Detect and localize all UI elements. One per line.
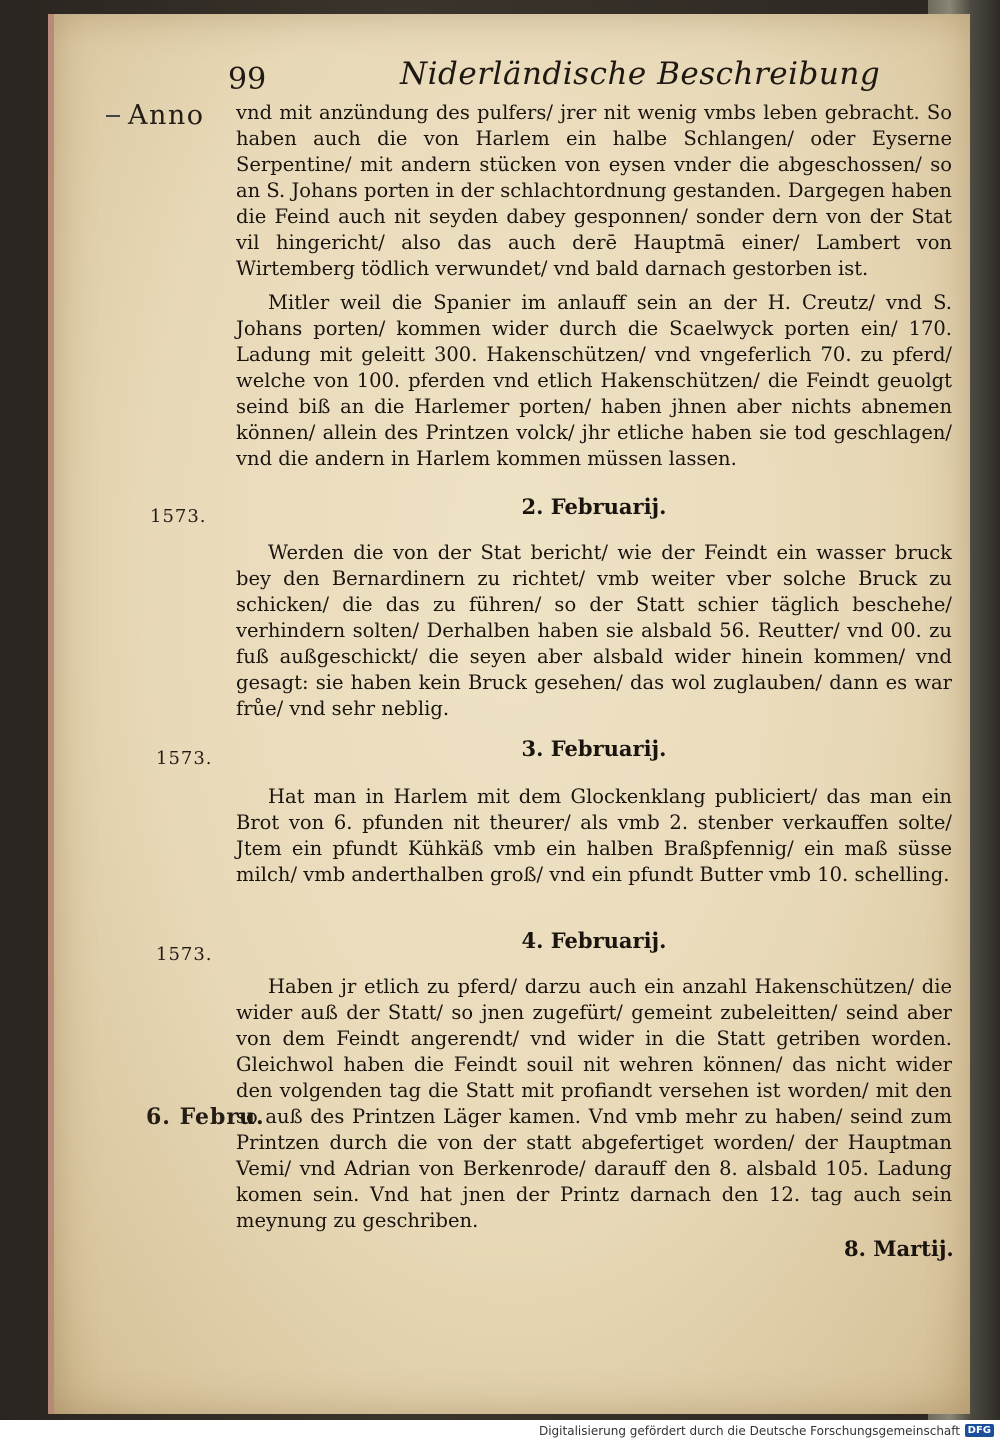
dfg-logo: DFG: [965, 1424, 994, 1437]
paragraph-5-text: Haben jr etlich zu pferd/ darzu auch ein anzahl Hakenschützen/ die wider auß der Statt/ so jnen zugefürt/ gemeint zubeleitten/ seind aber von dem Feindt angerendt/ vnd wider in die Statt getriben worden. Gleichwol haben die Feindt souil nit wehren können/ das nicht wider den volgenden tag die Statt mit profiandt versehen ist worden/ mit den so auß des Printzen Läger kamen. Vnd vmb mehr zu haben/ seind zum Printzen durch die von der statt abgefertiget worden/ der Hauptman Vemi/ vnd Adrian von Berkenrode/ darauff den 8. alsbald 105. Ladung komen sein. Vnd hat jnen der Printz darnach den 12. tag auch sein meynung zu geschriben.: [236, 975, 952, 1232]
paragraph-4: [236, 784, 952, 888]
margin-note-date: 6. Febru.: [146, 1104, 265, 1130]
paragraph-5: [236, 974, 952, 1234]
margin-note-year-2: 1573.: [156, 748, 213, 769]
footer-credit: Digitalisierung gefördert durch die Deutsche Forschungsgemeinschaft: [538, 1424, 960, 1438]
catchword: 8. Martij.: [844, 1236, 954, 1261]
margin-note-year-1: 1573.: [150, 506, 207, 527]
date-heading-3: 4. Februarij.: [521, 928, 667, 953]
paragraph-1: [236, 100, 952, 282]
running-head: Niderländische Beschreibung: [400, 56, 881, 92]
date-heading-2: 3. Februarij.: [521, 736, 667, 761]
paragraph-1-text: vnd mit anzündung des pulfers/ jrer nit wenig vmbs leben gebracht. So haben auch die von Harlem ein halbe Schlangen/ oder Eyserne Serpentine/ mit andern stücken von eysen vnder die abgeschossen/ so an S. Johans porten in der schlachtordnung gestanden. Dargegen haben die Feind auch nit seyden dabey gesponnen/ sonder dern von der Stat vil hingericht/ also das auch derē Hauptmā einer/ Lambert von Wirtemberg tödlich verwundet/ vnd bald darnach gestorben ist.: [236, 101, 952, 280]
paragraph-2-text: Mitler weil die Spanier im anlauff sein an der H. Creutz/ vnd S. Johans porten/ kommen wider durch die Scaelwyck porten ein/ 170. Ladung mit geleitt 300. Hakenschützen/ vnd vngeferlich 70. zu pferd/ welche von 100. pferden vnd etlich Hakenschützen/ die Feindt geuolgt seind biß an die Harlemer porten/ haben jhnen aber nichts abnemen können/ allein des Printzen volck/ jhr etliche haben sie tod geschlagen/ vnd die andern in Harlem kommen müssen lassen.: [236, 291, 952, 470]
footer-bar: [0, 1420, 1000, 1445]
paragraph-4-text: Hat man in Harlem mit dem Glockenklang publiciert/ das man ein Brot von 6. pfunden nit theurer/ als vmb 2. stenber verkauffen solte/ Jtem ein pfundt Kühkäß vmb ein halben Braßpfennig/ ein maß süsse milch/ vmb anderthalben groß/ vnd ein pfundt Butter vmb 10. schelling.: [236, 785, 952, 886]
paragraph-2: [236, 290, 952, 472]
paragraph-3: [236, 540, 952, 722]
date-heading-1: 2. Februarij.: [521, 494, 667, 519]
paragraph-3-text: Werden die von der Stat bericht/ wie der Feindt ein wasser bruck bey den Bernardinern zu richtet/ vmb weiter vber solche Bruck zu schicken/ die das zu führen/ so der Statt schier täglich beschehe/ verhindern solten/ Derhalben haben sie alsbald 56. Reutter/ vnd 00. zu fuß außgeschickt/ die seyen aber alsbald wider hinein kommen/ vnd gesagt: sie haben kein Bruck gesehen/ das wol zuglauben/ dann es war frůe/ vnd sehr neblig.: [236, 541, 952, 720]
margin-note-anno: Anno: [128, 100, 205, 131]
margin-note-year-3: 1573.: [156, 944, 213, 965]
page-number: 99: [228, 62, 267, 97]
